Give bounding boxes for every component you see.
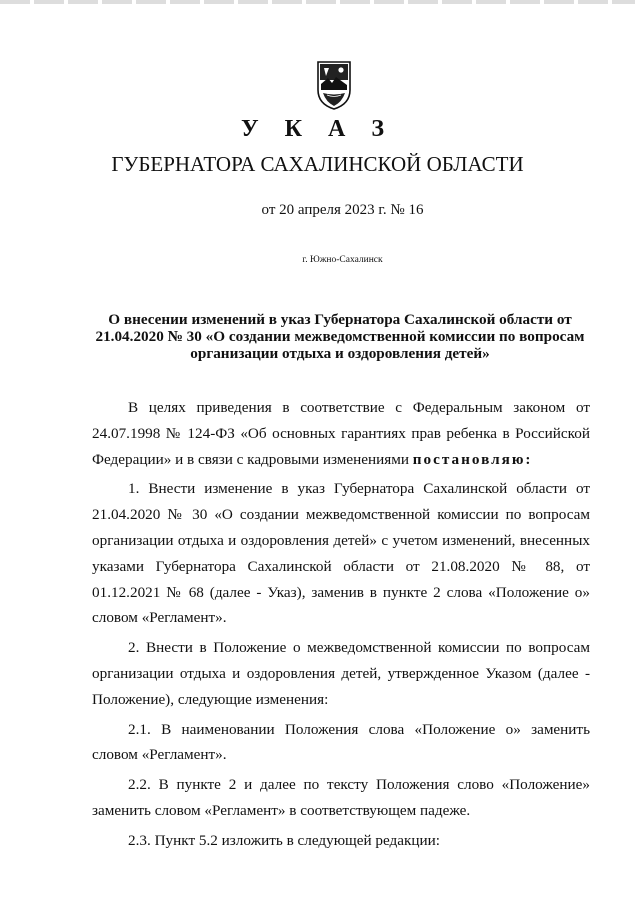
paragraph-2-1: 2.1. В наименовании Положения слова «Положение о» заменить словом «Регламент».: [92, 720, 590, 764]
preamble-paragraph: [92, 395, 590, 472]
paragraph-1: 1. Внести изменение в указ Губернатора Сахалинской области от 21.04.2020 № 30 «О создании межведомственной комиссии по вопросам организации отдыха и оздоровления детей» с учетом изменений, внесенных указами Губернатора Сахалинской области от 21.08.2020 № 88, от 01.12.2021 № 68 (далее - Указ), заменив в пункте 2 слова «Положение о» словом «Регламент».: [92, 480, 590, 627]
document-heading: О внесении изменений в указ Губернатора Сахалинской области от 21.04.2020 № 30 «О создании межведомственной комиссии по вопросам организации отдыха и оздоровления детей»: [95, 311, 585, 362]
coat-of-arms-icon: [315, 60, 353, 110]
paragraph-2: 2. Внести в Положение о межведомственной комиссии по вопросам организации отдыха и оздоровления детей, утвержденное Указом (далее - Положение), следующие изменения:: [92, 639, 590, 708]
decree-body: [92, 395, 590, 858]
decree-date-number: от 20 апреля 2023 г. № 16: [261, 202, 424, 218]
decree-title: У К А З: [240, 116, 394, 142]
preamble-text: В целях приведения в соответствие с Федеральным законом от 24.07.1998 № 124-ФЗ «Об основных гарантиях прав ребенка в Российской Федерации» и в связи с кадровыми изменениями: [92, 399, 590, 468]
paragraph-2-3: 2.3. Пункт 5.2 изложить в следующей редакции:: [128, 831, 441, 849]
paragraph-2-2: 2.2. В пункте 2 и далее по тексту Положения слово «Положение» заменить словом «Регламент» в соответствующем падеже.: [92, 776, 590, 819]
decree-city: г. Южно-Сахалинск: [302, 255, 383, 265]
issuer-title: ГУБЕРНАТОРА САХАЛИНСКОЙ ОБЛАСТИ: [111, 152, 524, 176]
preamble-emphasis: постановляю:: [412, 450, 533, 468]
scan-edge: [0, 0, 635, 4]
